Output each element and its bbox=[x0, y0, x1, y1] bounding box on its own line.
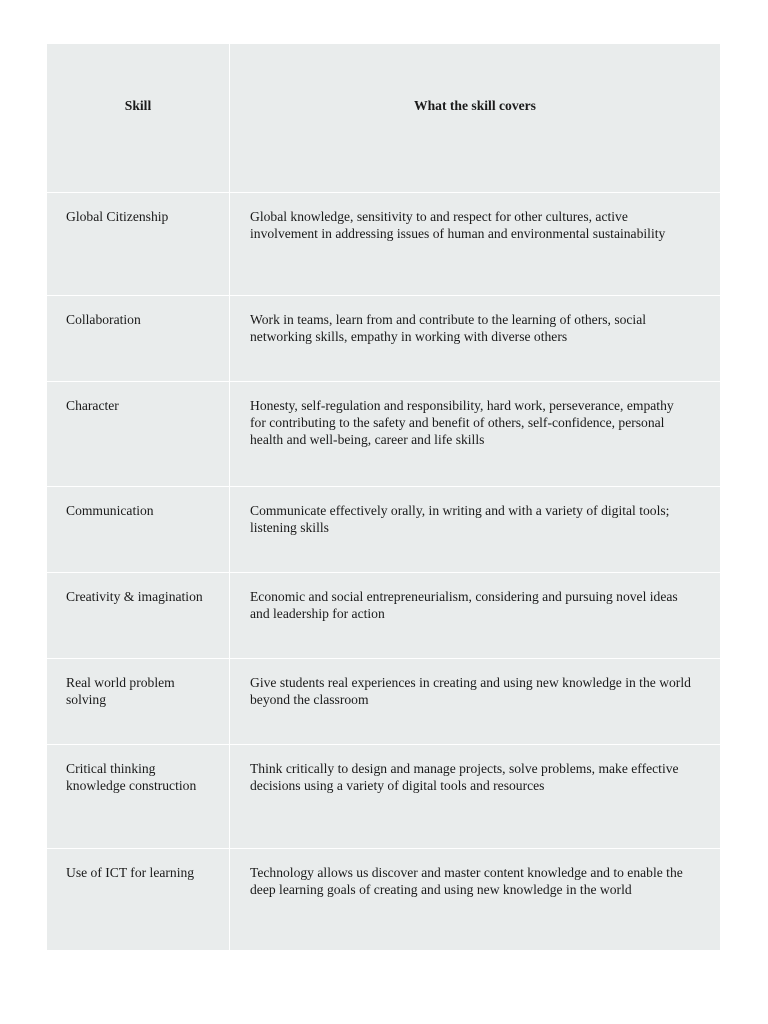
skill-cell: Character bbox=[47, 382, 230, 486]
covers-cell: Honesty, self-regulation and responsibility, hard work, perseverance, empathy for contributing to the safety and benefit of others, self-confidence, personal health and well-being, career and life skills bbox=[250, 398, 674, 447]
table-row bbox=[47, 848, 720, 950]
skill-cell: Communication bbox=[47, 487, 230, 572]
covers-cell: Economic and social entrepreneurialism, considering and pursuing novel ideas and leadership for action bbox=[250, 589, 678, 621]
covers-cell: Give students real experiences in creating and using new knowledge in the world beyond the classroom bbox=[250, 675, 691, 707]
table-row bbox=[47, 192, 720, 295]
skills-table bbox=[47, 44, 720, 950]
table-row bbox=[47, 486, 720, 572]
covers-cell: Think critically to design and manage projects, solve problems, make effective decisions using a variety of digital tools and resources bbox=[250, 761, 679, 793]
skill-cell: Critical thinking knowledge construction bbox=[47, 745, 230, 848]
skill-cell: Use of ICT for learning bbox=[47, 849, 230, 950]
skill-cell: Real world problem solving bbox=[47, 659, 230, 744]
table-row bbox=[47, 658, 720, 744]
table-row bbox=[47, 295, 720, 381]
covers-cell: Global knowledge, sensitivity to and respect for other cultures, active involvement in addressing issues of human and environmental sustainability bbox=[250, 209, 666, 241]
table-row bbox=[47, 381, 720, 486]
table-row bbox=[47, 744, 720, 848]
covers-cell: Communicate effectively orally, in writing and with a variety of digital tools; listening skills bbox=[250, 503, 670, 535]
skill-cell: Global Citizenship bbox=[47, 193, 230, 295]
header-what-skill-covers: What the skill covers bbox=[414, 98, 536, 113]
skill-cell: Creativity & imagination bbox=[47, 573, 230, 658]
covers-cell: Technology allows us discover and master content knowledge and to enable the deep learning goals of creating and using new knowledge in the world bbox=[250, 865, 683, 897]
skill-cell: Collaboration bbox=[47, 296, 230, 381]
table-header-row bbox=[47, 44, 720, 192]
header-skill: Skill bbox=[47, 44, 230, 192]
covers-cell: Work in teams, learn from and contribute to the learning of others, social networking skills, empathy in working with diverse others bbox=[250, 312, 647, 344]
table-row bbox=[47, 572, 720, 658]
